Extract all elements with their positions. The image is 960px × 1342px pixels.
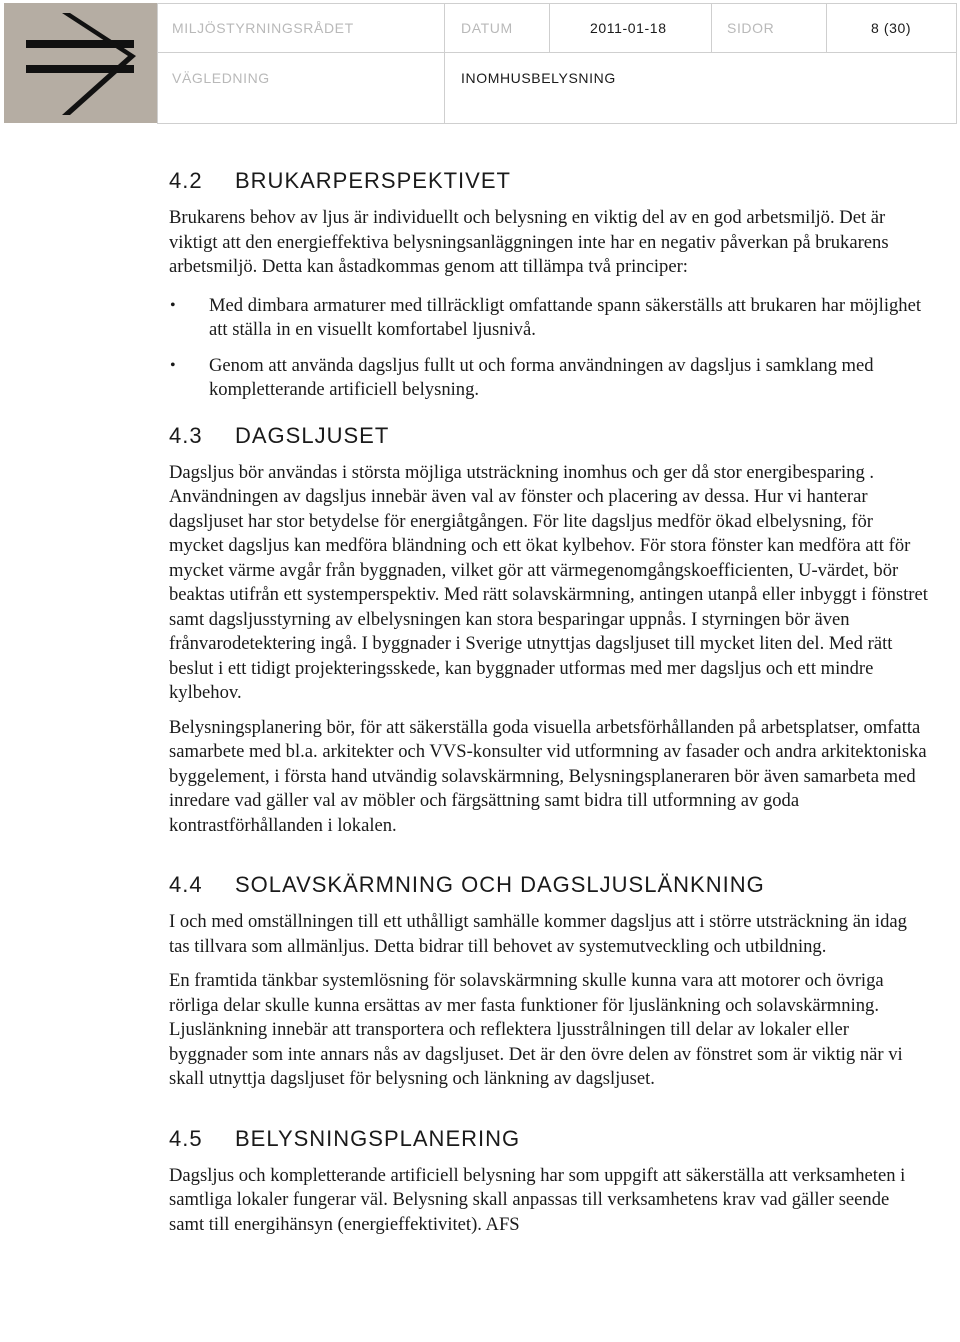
bullet-list [169, 294, 929, 403]
organization-name: MILJÖSTYRNINGSRÅDET [172, 19, 354, 36]
header-divider [826, 3, 827, 52]
document-type: VÄGLEDNING [172, 70, 270, 86]
section-title: BRUKARPERSPEKTIVET [235, 168, 511, 193]
section-4-3 [169, 421, 929, 839]
section-heading [169, 870, 929, 900]
paragraph: Dagsljus och kompletterande artificiell belysning har som uppgift att säkerställa att verksamheten i samtliga lokaler fungerar väl. Belysning skall anpassas till verksamhetens krav vad gäller seende samt till energihänsyn (energieffektivitet). AFS [169, 1164, 906, 1235]
list-item-text: Genom att använda dagsljus fullt ut och forma användningen av dagsljus i samklang med kompletterande artificiell belysning. [209, 354, 874, 400]
section-4-2 [169, 166, 929, 403]
section-title: SOLAVSKÄRMNING OCH DAGSLJUSLÄNKNING [235, 872, 765, 897]
bullet-icon: • [170, 356, 176, 374]
organization-logo [4, 3, 157, 123]
section-title: BELYSNINGSPLANERING [235, 1125, 521, 1151]
pages-value: 8 (30) [871, 19, 912, 36]
list-item-text: Med dimbara armaturer med tillräckligt omfattande spann säkerställs att brukaren har möjlighet att ställa in en visuellt komfortabel ljusnivå. [209, 294, 922, 340]
section-heading [169, 166, 929, 196]
section-title: DAGSLJUSET [235, 422, 390, 448]
section-number: 4.5 [169, 1125, 203, 1151]
section-number: 4.4 [169, 872, 203, 897]
section-4-5 [169, 1124, 929, 1238]
section-heading [169, 421, 929, 451]
paragraph: Brukarens behov av ljus är individuellt och belysning en viktig del av en god arbetsmiljö. Det är viktigt att den energieffektiva belysningsanläggningen inte har en negativ påverkan på brukarens arbetsmiljö. Detta kan åstadkommas genom att tillämpa två principer: [169, 207, 889, 277]
date-label: DATUM [461, 19, 513, 36]
paragraph: Dagsljus bör användas i största möjliga utsträckning inomhus och ger då stor energibesparing . Användningen av dagsljus innebär även val av fönster och placering av dessa. Hur vi hanterar dagsljuset har stor betydelse för energiåtgången. För lite dagsljus medför ökad elbelysning, för mycket dagsljus kan medföra bländning och ett ökat kylbehov. För stora fönster kan medföra att för mycket värme avgår från byggnaden, vilket gör att värmegenomgångskoefficienten, U-värdet, bör beaktas utifrån ett systemperspektiv. Med rätt solavskärmning, antingen utanpå eller inbyggt i fönstret samt dagsljusstyrning av elbelysningen kan stora besparingar uppnås. I styrningen bör även frånvarodetektering ingå. I byggnader i Sverige utnyttjas dagsljuset till mycket liten del. Med rätt beslut i ett tidigt projekteringsskede, kan byggnader utformas med mer dagsljus och ett mindre kylbehov. [169, 461, 928, 703]
list-item [169, 354, 929, 403]
pages-label: SIDOR [727, 19, 775, 36]
section-number: 4.2 [169, 168, 203, 193]
header-divider [444, 3, 445, 124]
list-item [169, 294, 929, 343]
bullet-icon: • [170, 296, 176, 314]
header-divider [711, 3, 712, 52]
paragraph: I och med omställningen till ett uthålligt samhälle kommer dagsljus att i större utsträckning än idag tas tillvara som allmänljus. Detta bidrar till behovet av systemutveckling och utbildning. [169, 911, 907, 957]
arrow-logo-icon [4, 3, 157, 123]
page-header [0, 0, 960, 124]
section-heading [169, 1124, 929, 1154]
document-body [169, 166, 929, 1247]
section-4-4 [169, 870, 929, 1092]
section-number: 4.3 [169, 422, 203, 448]
header-divider [549, 3, 550, 52]
document-subject: INOMHUSBELYSNING [461, 70, 616, 86]
date-value: 2011-01-18 [590, 19, 667, 36]
paragraph: En framtida tänkbar systemlösning för solavskärmning skulle kunna vara att motorer och övriga rörliga delar skulle kunna ersättas av mer fasta funktioner för ljuslänkning och solavskärmning. Ljuslänkning innebär att transportera och reflektera ljusstrålningen till delar av lokaler eller byggnader som inte annars nås av dagsljuset. Det är den övre delen av fönstret som är viktig när vi skall utnyttja dagsljuset för belysning och länkning av dagsljuset. [169, 970, 903, 1089]
paragraph: Belysningsplanering bör, för att säkerställa goda visuella arbetsförhållanden på arbetsplatser, omfatta samarbete med bl.a. arkitekter och VVS-konsulter vid utformning av fasader och andra arkitektoniska byggelement, i första hand utvändig solavskärmning, Belysningsplaneraren bör även samarbeta med inredare vad gäller val av möbler och färgsättning samt bidra till utformning av goda kontrastförhållanden i lokalen. [169, 716, 927, 836]
